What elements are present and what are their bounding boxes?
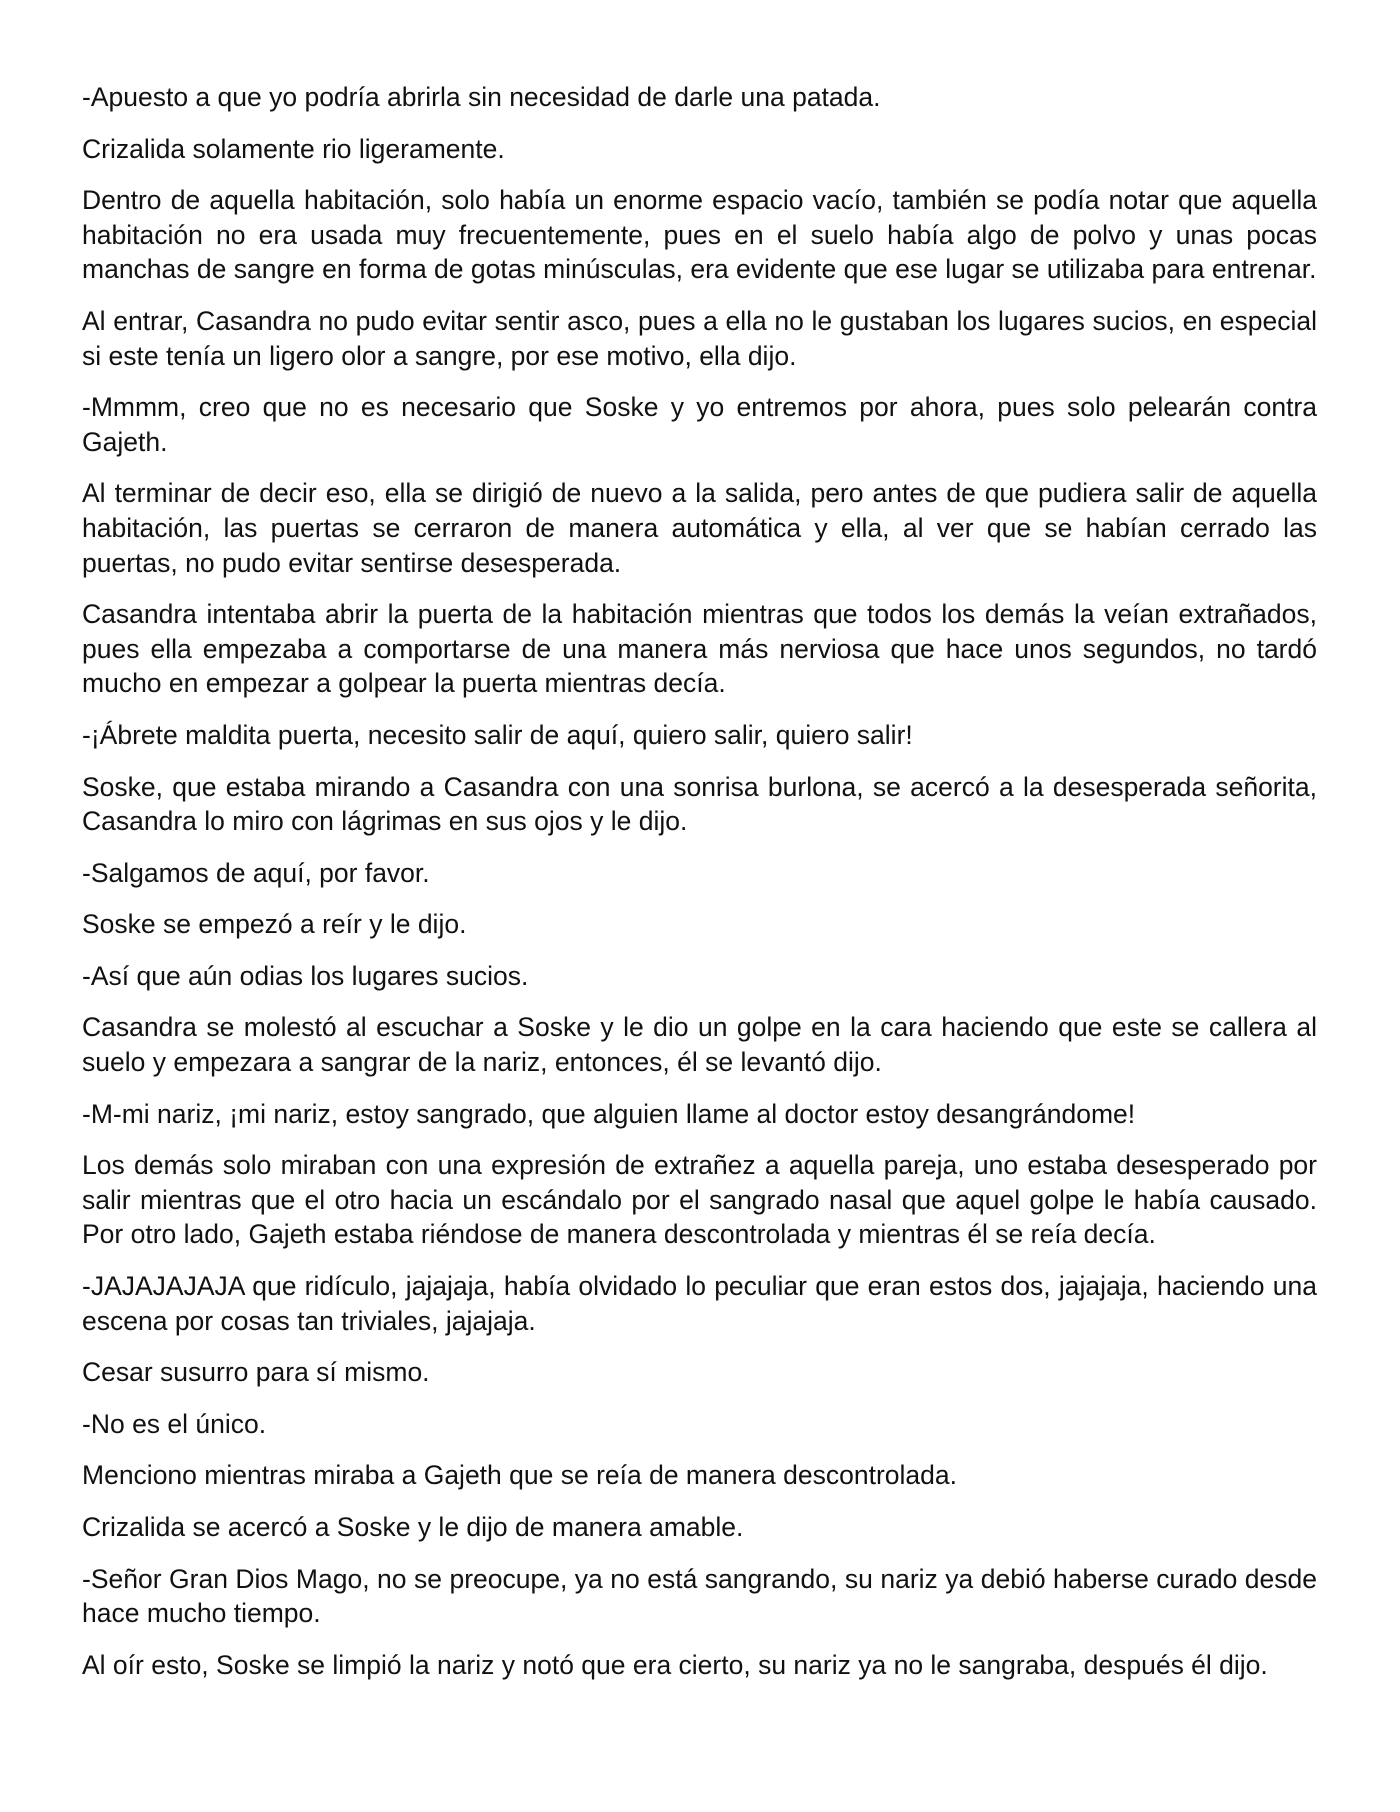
paragraph: -Salgamos de aquí, por favor. [82,857,430,888]
paragraph: Al oír esto, Soske se limpió la nariz y notó que era cierto, su nariz ya no le sangraba, después él dijo. [82,1649,1268,1680]
paragraph: Dentro de aquella habitación, solo había un enorme espacio vacío, también se podía notar que aquella habitación no era usada muy frecuentemente, pues en el suelo había algo de polvo y unas pocas manchas de sangre en forma de gotas minúsculas, era evidente que ese lugar se utilizaba para entrenar. [82,185,1317,285]
paragraph: Soske, que estaba mirando a Casandra con una sonrisa burlona, se acercó a la desesperada señorita, Casandra lo miro con lágrimas en sus ojos y le dijo. [82,771,1317,837]
paragraph: Los demás solo miraban con una expresión de extrañez a aquella pareja, uno estaba desesperado por salir mientras que el otro hacia un escándalo por el sangrado nasal que aquel golpe le había causado. Por otro lado, Gajeth estaba riéndose de manera descontrolada y mientras él se reía decía. [82,1150,1317,1250]
paragraph: Al entrar, Casandra no pudo evitar sentir asco, pues a ella no le gustaban los lugares sucios, en especial si este tenía un ligero olor a sangre, por ese motivo, ella dijo. [82,305,1317,371]
paragraph: -Señor Gran Dios Mago, no se preocupe, ya no está sangrando, su nariz ya debió haberse curado desde hace mucho tiempo. [82,1563,1317,1629]
paragraph: -Mmmm, creo que no es necesario que Soske y yo entremos por ahora, pues solo pelearán contra Gajeth. [82,392,1317,457]
paragraph: -Apuesto a que yo podría abrirla sin necesidad de darle una patada. [82,82,881,112]
paragraph: Soske se empezó a reír y le dijo. [82,909,467,940]
paragraph: Al terminar de decir eso, ella se dirigió de nuevo a la salida, pero antes de que pudiera salir de aquella habitación, las puertas se cerraron de manera automática y ella, al ver que se habían cerrado las puertas, no pudo evitar sentirse desesperada. [82,478,1317,578]
paragraph: Casandra intentaba abrir la puerta de la habitación mientras que todos los demás la veían extrañados, pues ella empezaba a comportarse de una manera más nerviosa que hace unos segundos, no tardó mucho en empezar a golpear la puerta mientras decía. [82,599,1317,699]
paragraph: -Así que aún odias los lugares sucios. [82,960,529,991]
paragraph: -No es el único. [82,1408,267,1439]
paragraph: -¡Ábrete maldita puerta, necesito salir de aquí, quiero salir, quiero salir! [82,719,913,750]
paragraph: Menciono mientras miraba a Gajeth que se reía de manera descontrolada. [82,1460,957,1491]
paragraph: Crizalida se acercó a Soske y le dijo de manera amable. [82,1512,744,1542]
paragraph: -JAJAJAJAJA que ridículo, jajajaja, había olvidado lo peculiar que eran estos dos, jajajaja, haciendo una escena por cosas tan triviales, jajajaja. [82,1271,1317,1336]
paragraph: Crizalida solamente rio ligeramente. [82,133,505,164]
paragraph: Cesar susurro para sí mismo. [82,1357,430,1388]
paragraph: -M-mi nariz, ¡mi nariz, estoy sangrado, que alguien llame al doctor estoy desangrándome! [82,1098,1136,1129]
paragraph: Casandra se molestó al escuchar a Soske y le dio un golpe en la cara haciendo que este se callera al suelo y empezara a sangrar de la nariz, entonces, él se levantó dijo. [82,1012,1317,1078]
document-page [82,80,1317,1699]
